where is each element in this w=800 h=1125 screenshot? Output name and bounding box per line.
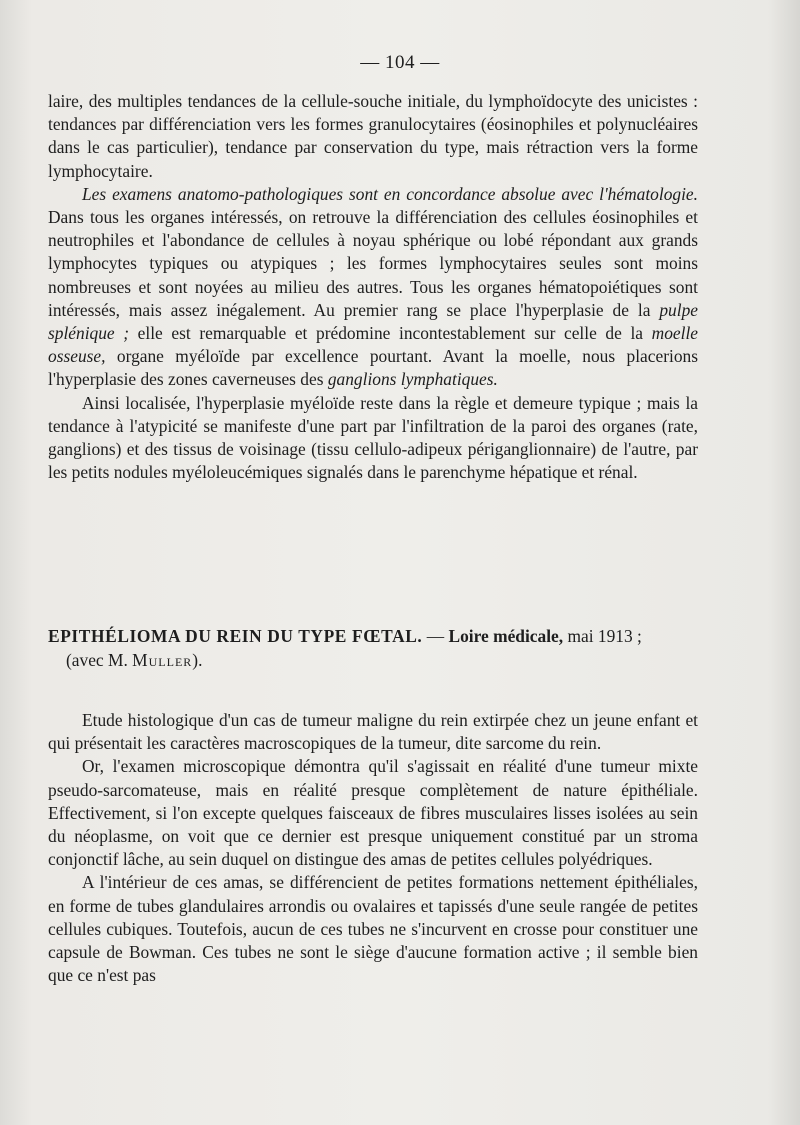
- article-title: EPITHÉLIOMA DU REIN DU TYPE FŒTAL.: [48, 626, 423, 646]
- article-source: Loire médicale,: [448, 626, 564, 646]
- text-section-bottom: [48, 709, 698, 987]
- italic-lead: Les examens anatomo-pathologiques sont en concordance absolue avec l'hématologie.: [82, 183, 698, 204]
- text-section-top: [48, 90, 698, 484]
- paragraph: Les examens anatomo-pathologiques sont en concordance absolue avec l'hématologie. Dans tous les organes intéressés, on retrouve la différenciation des cellules éosinophiles et neutrophiles et l'abondance de cellules à noyau sphérique ou lobé répondant aux grands lymphocytes typiques ou atypiques ; les formes lymphocytaires seules sont moins nombreuses et sont noyées au milieu des autres. Tous les organes hématopoiétiques sont intéressés, mais assez inégalement. Au premier rang se place l'hyperplasie de la pulpe splénique ; elle est remarquable et prédomine incontestablement sur celle de la moelle osseuse, organe myéloïde par excellence pourtant. Avant la moelle, nous placerions l'hyperplasie des zones caverneuses des ganglions lymphatiques.: [48, 183, 698, 390]
- page-number: — 104 —: [360, 52, 440, 73]
- paragraph: laire, des multiples tendances de la cellule-souche initiale, du lymphoïdocyte des unicistes : tendances par différenciation vers les formes granulocytaires (éosinophiles et polynucléaires dans le cas particulier), tendance par conservation du type, mais rétraction vers la forme lymphocytaire.: [48, 91, 698, 181]
- paragraph: Ainsi localisée, l'hyperplasie myéloïde reste dans la règle et demeure typique ; mais la tendance à l'atypicité se manifeste d'une part par l'infiltration de la paroi des organes (rate, ganglions) et des tissus de voisinage (tissu cellulo-adipeux périganglionnaire) de l'autre, par les petits nodules myéloleucémiques signalés dans le parenchyme hépatique et rénal.: [48, 392, 698, 483]
- article-heading: EPITHÉLIOMA DU REIN DU TYPE FŒTAL. — Loire médicale, mai 1913 ; (avec M. Muller).: [48, 624, 698, 672]
- paragraph: Or, l'examen microscopique démontra qu'il s'agissait en réalité d'une tumeur mixte pseudo-sarcomateuse, mais en réalité presque complètement de nature épithéliale. Effectivement, si l'on excepte quelques faisceaux de fibres musculaires lisses isolées au sein du néoplasme, on voit que ce dernier est presque uniquement constitué par un stroma conjonctif lâche, au sein duquel on distingue des amas de petites cellules polyédriques.: [48, 756, 698, 870]
- paragraph: Etude histologique d'un cas de tumeur maligne du rein extirpée chez un jeune enfant et qui présentait les caractères macroscopiques de la tumeur, dite sarcome du rein.: [48, 710, 698, 754]
- paragraph: A l'intérieur de ces amas, se différencient de petites formations nettement épithéliales, en forme de tubes glandulaires arrondis ou ovalaires et tapissés d'une seule rangée de petites cellules cubiques. Toutefois, aucun de ces tubes ne s'incurvent en crosse pour constituer une capsule de Bowman. Ces tubes ne sont le siège d'aucune formation active ; il semble bien que ce n'est pas: [48, 872, 698, 986]
- article-date: mai 1913 ;: [563, 626, 642, 646]
- article-author: (avec M. Muller).: [66, 650, 203, 670]
